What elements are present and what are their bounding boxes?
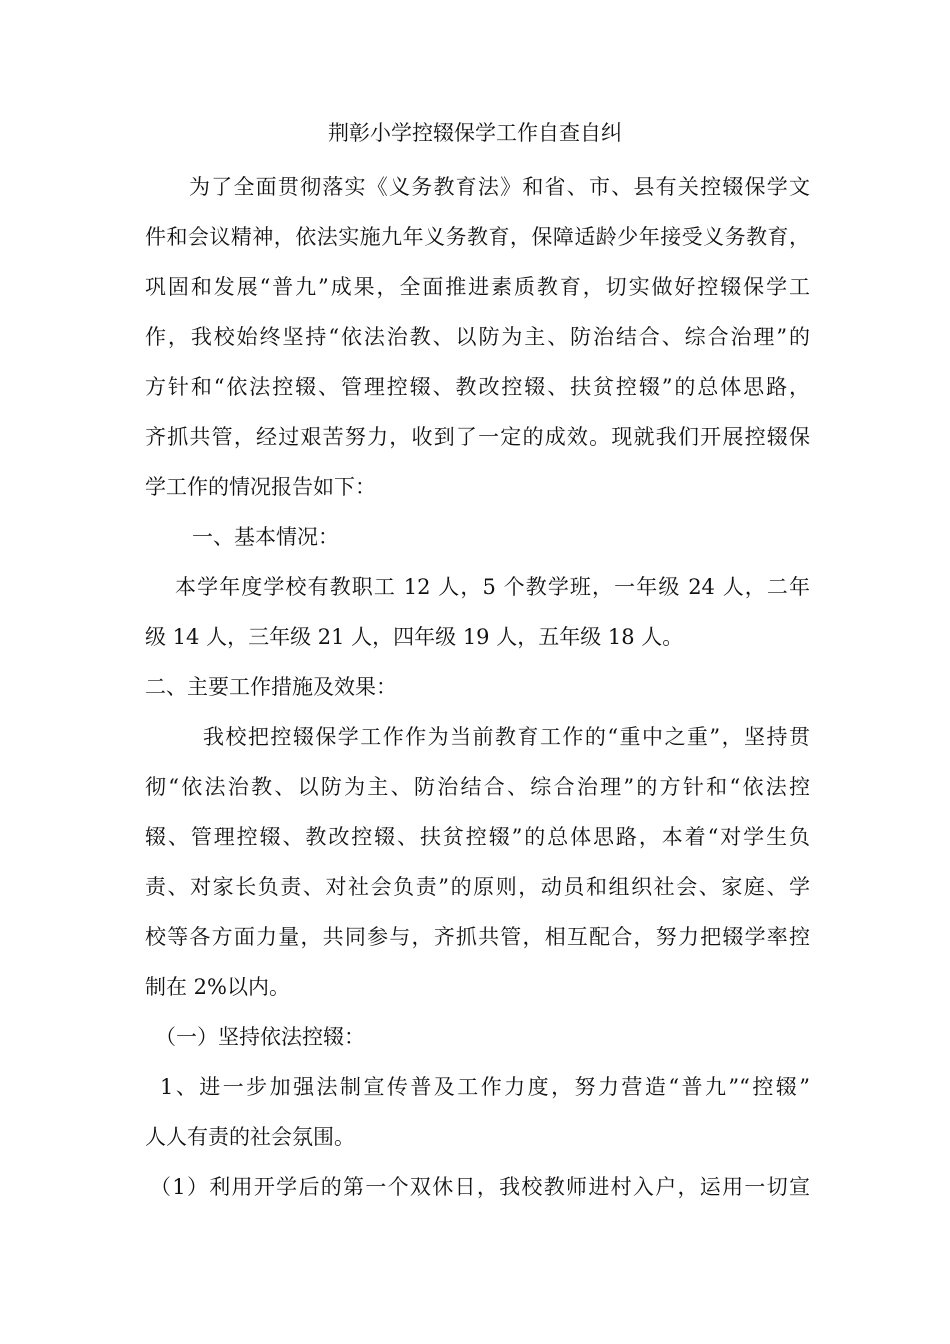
paragraph-line: 制在 2%以内。 [145, 975, 290, 999]
paragraph-line: 责、对家长负责、对社会负责”的原则，动员和组织社会、家庭、学 [145, 875, 810, 899]
paragraph-line: 件和会议精神，依法实施九年义务教育，保障适龄少年接受义务教育， [145, 225, 810, 249]
paragraph-line: 级 14 人，三年级 21 人，四年级 19 人，五年级 18 人。 [145, 625, 684, 649]
section-heading: 二、主要工作措施及效果： [145, 675, 397, 699]
paragraph-line: 学工作的情况报告如下： [145, 475, 376, 499]
paragraph-line: 作，我校始终坚持“依法治教、以防为主、防治结合、综合治理”的 [145, 325, 810, 349]
paragraph-line: 齐抓共管，经过艰苦努力，收到了一定的成效。现就我们开展控辍保 [145, 425, 810, 449]
paragraph-line: 辍、管理控辍、教改控辍、扶贫控辍”的总体思路，本着“对学生负 [145, 825, 810, 849]
paragraph-line: 巩固和发展“普九”成果，全面推进素质教育，切实做好控辍保学工 [145, 275, 810, 299]
section-heading: 一、基本情况： [192, 525, 339, 549]
paragraph-line: 本学年度学校有教职工 12 人，5 个教学班，一年级 24 人，二年 [175, 575, 810, 599]
paragraph-line: （1）利用开学后的第一个双休日，我校教师进村入户，运用一切宣 [150, 1175, 810, 1199]
document-title: 荆彰小学控辍保学工作自查自纠 [328, 121, 622, 145]
paragraph-line: 我校把控辍保学工作作为当前教育工作的“重中之重”，坚持贯 [203, 725, 810, 749]
paragraph-line: 1、进一步加强法制宣传普及工作力度，努力营造“普九”“控辍” [160, 1075, 810, 1099]
paragraph-line: 彻“依法治教、以防为主、防治结合、综合治理”的方针和“依法控 [145, 775, 810, 799]
paragraph-line: 为了全面贯彻落实《义务教育法》和省、市、县有关控辍保学文 [189, 175, 810, 199]
subsection-heading: （一）坚持依法控辍： [155, 1025, 365, 1049]
paragraph-line: 方针和“依法控辍、管理控辍、教改控辍、扶贫控辍”的总体思路， [145, 375, 810, 399]
paragraph-line: 人人有责的社会氛围。 [145, 1125, 355, 1149]
paragraph-line: 校等各方面力量，共同参与，齐抓共管，相互配合，努力把辍学率控 [145, 925, 810, 949]
